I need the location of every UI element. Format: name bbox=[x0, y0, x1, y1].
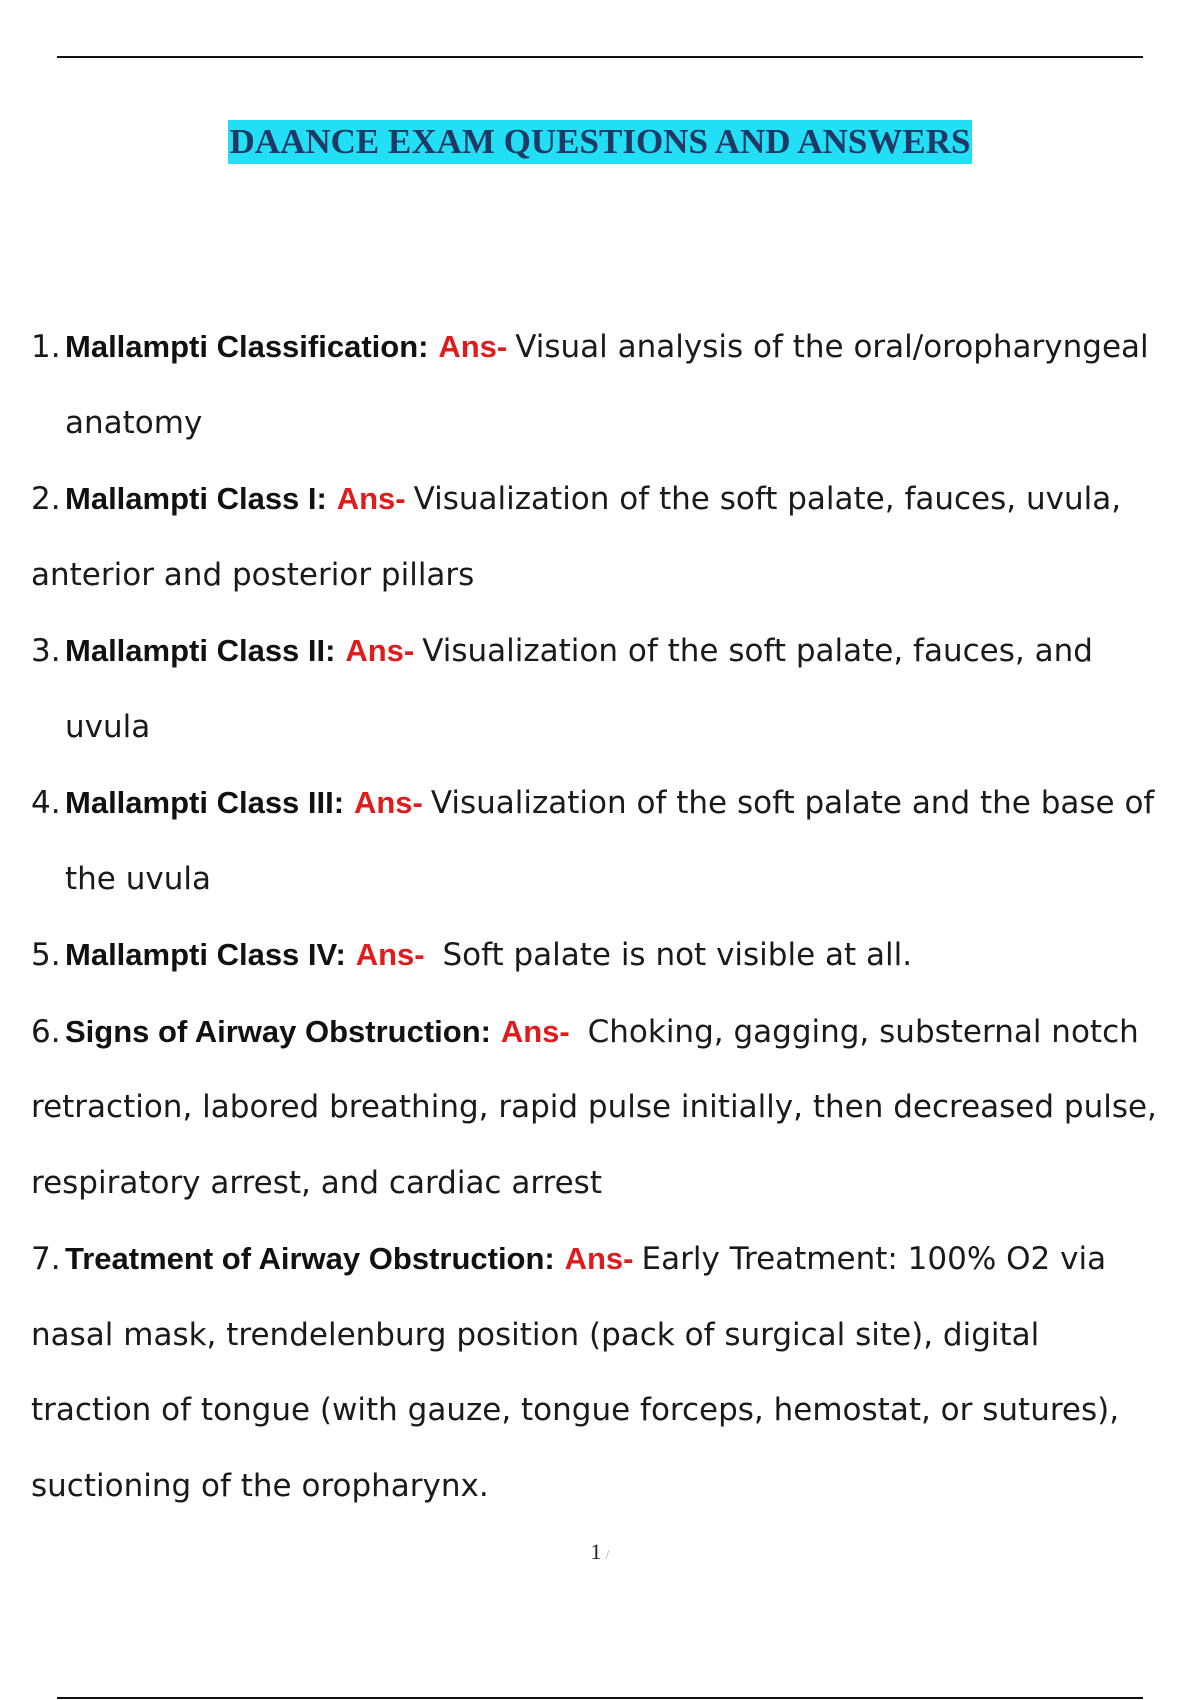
title-wrap bbox=[0, 120, 1200, 164]
answer-text: anatomy bbox=[65, 404, 203, 441]
qa-line-first bbox=[31, 765, 1200, 842]
qa-item-5 bbox=[31, 917, 1200, 994]
answer-text: Choking, gagging, substernal notch bbox=[587, 1013, 1139, 1050]
answer-text: retraction, labored breathing, rapid pulse initially, then decreased pulse, bbox=[31, 1089, 1157, 1125]
qa-item-6 bbox=[31, 994, 1200, 1222]
answer-text: nasal mask, trendelenburg position (pack of surgical site), digital bbox=[31, 1316, 1040, 1353]
qa-item-3 bbox=[31, 613, 1200, 765]
item-number: 7. bbox=[31, 1241, 61, 1277]
qa-item-4 bbox=[31, 765, 1200, 917]
answer-label: Ans- bbox=[355, 937, 425, 972]
answer-text: uvula bbox=[65, 708, 151, 745]
qa-list bbox=[31, 309, 1200, 1524]
answer-label: Ans- bbox=[564, 1241, 634, 1276]
item-term: Treatment of Airway Obstruction: bbox=[65, 1241, 555, 1276]
answer-label: Ans- bbox=[345, 633, 415, 668]
page-number-value: 1 bbox=[590, 1539, 602, 1564]
item-number: 2. bbox=[31, 481, 61, 517]
answer-text: Visualization of the soft palate, fauces, and bbox=[422, 633, 1093, 669]
qa-item-2 bbox=[31, 461, 1200, 613]
answer-text: Early Treatment: 100% O2 via bbox=[641, 1241, 1107, 1277]
page-number-suffix: / bbox=[605, 1548, 610, 1563]
qa-line-first bbox=[31, 994, 1200, 1071]
item-term: Mallampti Class IV: bbox=[65, 937, 346, 972]
qa-line-first bbox=[31, 917, 1200, 994]
item-number: 3. bbox=[31, 633, 61, 669]
top-rule bbox=[57, 56, 1143, 58]
qa-line-first bbox=[31, 613, 1200, 690]
answer-text: Soft palate is not visible at all. bbox=[442, 937, 913, 973]
answer-text: Visual analysis of the oral/oropharyngeal bbox=[515, 329, 1149, 365]
answer-label: Ans- bbox=[336, 481, 406, 516]
qa-item-7 bbox=[31, 1221, 1200, 1524]
item-term: Mallampti Class I: bbox=[65, 481, 327, 516]
answer-text: Visualization of the soft palate and the base of bbox=[430, 785, 1155, 821]
answer-text: traction of tongue (with gauze, tongue forceps, hemostat, or sutures), bbox=[31, 1392, 1120, 1428]
answer-label: Ans- bbox=[438, 329, 508, 364]
answer-text: suctioning of the oropharynx. bbox=[31, 1467, 489, 1504]
item-number: 6. bbox=[31, 1013, 61, 1050]
answer-label: Ans- bbox=[353, 785, 423, 820]
qa-line-first bbox=[31, 309, 1200, 386]
item-number: 1. bbox=[31, 329, 61, 365]
item-number: 5. bbox=[31, 937, 61, 973]
item-term: Signs of Airway Obstruction: bbox=[65, 1013, 491, 1049]
answer-text: anterior and posterior pillars bbox=[31, 556, 475, 593]
bottom-rule bbox=[57, 1697, 1143, 1699]
page-number bbox=[0, 1539, 1200, 1565]
item-term: Mallampti Class III: bbox=[65, 785, 345, 820]
item-number: 4. bbox=[31, 785, 61, 821]
answer-text: respiratory arrest, and cardiac arrest bbox=[31, 1164, 602, 1201]
document-title: DAANCE EXAM QUESTIONS AND ANSWERS bbox=[228, 120, 973, 164]
qa-line-first bbox=[31, 1221, 1200, 1298]
answer-label: Ans- bbox=[500, 1013, 570, 1049]
answer-text: the uvula bbox=[65, 860, 211, 897]
qa-item-1 bbox=[31, 309, 1200, 461]
item-term: Mallampti Class II: bbox=[65, 633, 336, 668]
answer-text: Visualization of the soft palate, fauces, uvula, bbox=[413, 481, 1122, 517]
qa-line-first bbox=[31, 461, 1200, 538]
item-term: Mallampti Classification: bbox=[65, 329, 429, 364]
